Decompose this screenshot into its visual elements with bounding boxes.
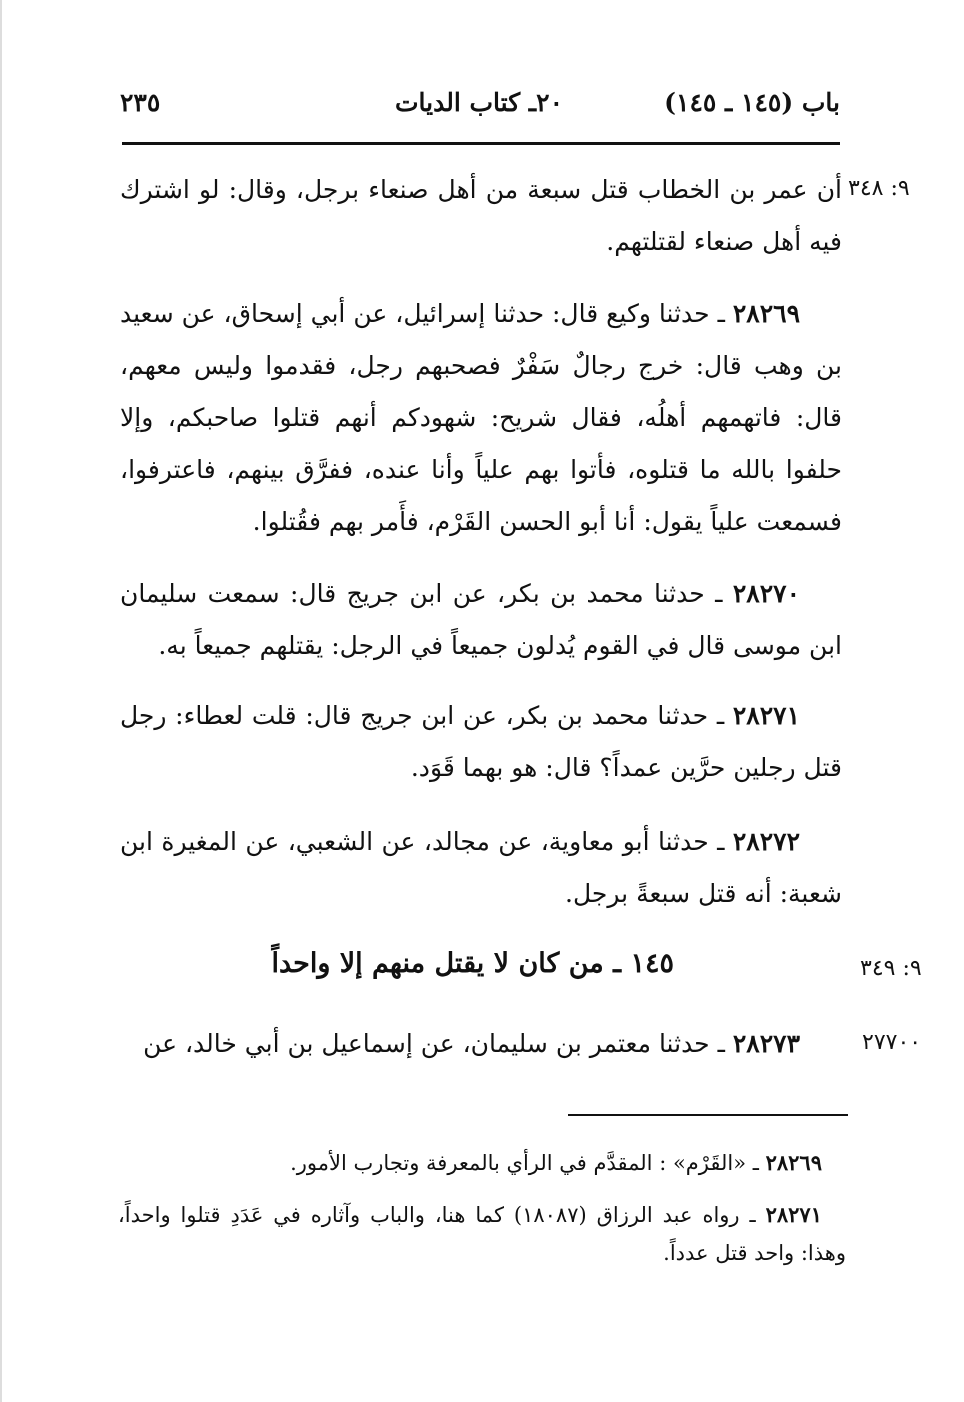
header-rule [122,142,840,145]
paragraph-continuation [120,164,842,268]
margin-ref-348: ٩: ٣٤٨ [848,176,910,201]
page-binding-edge [0,0,2,1402]
hadith-number: ٢٨٢٦٩ [732,299,800,328]
section-heading: ١٤٥ ـ من كان لا يقتل منهم إلا واحداً [271,948,674,979]
hadith-28273 [120,1018,842,1070]
hadith-text: ـ حدثنا محمد بن بكر، عن ابن جريج قال: سمعت سليمان ابن موسى قال في القوم يُدلون جميعاً في الرجل: يقتلهم جميعاً به. [120,579,842,660]
running-header-book-title: ٢٠ـ كتاب الديات [395,88,563,117]
paragraph-text: أن عمر بن الخطاب قتل سبعة من أهل صنعاء برجل، وقال: لو اشترك فيه أهل صنعاء لقتلتهم. [120,175,842,256]
hadith-text: ـ حدثنا محمد بن بكر، عن ابن جريج قال: قلت لعطاء: رجل قتل رجلين حرَّين عمداً؟ قال: هو بهما قَوَد. [120,701,842,782]
footnote-number: ٢٨٢٧١ [765,1202,822,1227]
hadith-number: ٢٨٢٧١ [732,701,800,730]
hadith-text: ـ حدثنا وكيع قال: حدثنا إسرائيل، عن أبي إسحاق، عن سعيد بن وهب قال: خرج رجالٌ سَفْرٌ فصحبهم رجل، فقدموا وليس معهم، قال: فاتهمهم أهلُه، فقال شريح: شهودكم أنهم قتلوا صاحبكم، وإلا حلفوا بالله ما قتلوه، فأتوا بهم علياً وأنا عنده، ففرَّق بينهم، فاعترفوا، فسمعت علياً يقول: أنا أبو الحسن القَرْم، فأَمر بهم فقُتلوا. [120,299,842,536]
hadith-number: ٢٨٢٧٢ [732,827,800,856]
footnote-text: ـ رواه عبد الرزاق (١٨٠٨٧) كما هنا، والباب وآثاره في عَدَدِ قتلوا واحداً، وهذا: واحد قتل عدداً. [118,1203,846,1265]
margin-ref-349: ٩: ٣٤٩ [860,956,922,981]
footnote-rule [568,1114,848,1116]
running-header-chapter: باب (١٤٥ ـ ١٤٥) [664,88,840,117]
footnote-number: ٢٨٢٦٩ [765,1150,822,1175]
hadith-28269 [120,288,842,548]
page-number: ٢٣٥ [120,88,161,117]
margin-ref-27700: ٢٧٧٠٠ [862,1030,922,1055]
hadith-text: ـ حدثنا أبو معاوية، عن مجالد، عن الشعبي، عن المغيرة ابن شعبة: أنه قتل سبعةً برجل. [120,827,842,908]
hadith-28272 [120,816,842,920]
footnote-28269 [118,1144,846,1182]
footnote-28271 [118,1196,846,1272]
footnote-text: ـ «القَرْم» : المقدَّم في الرأي بالمعرفة وتجارب الأمور. [290,1151,766,1175]
hadith-text: ـ حدثنا معتمر بن سليمان، عن إسماعيل بن أبي خالد، عن [143,1029,733,1058]
hadith-28271 [120,690,842,794]
hadith-28270 [120,568,842,672]
hadith-number: ٢٨٢٧٣ [732,1029,800,1058]
hadith-number: ٢٨٢٧٠ [732,579,800,608]
